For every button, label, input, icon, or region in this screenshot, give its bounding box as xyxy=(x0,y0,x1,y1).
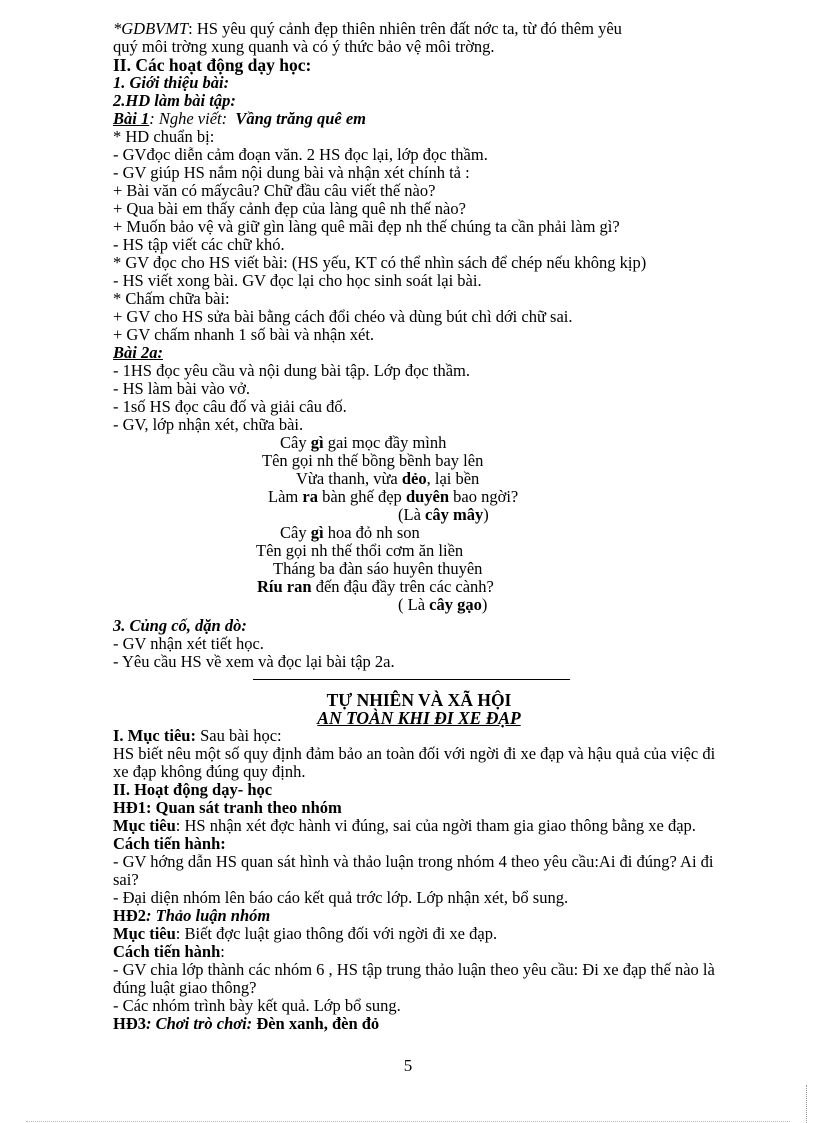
bai2-line: - GV, lớp nhận xét, chữa bài. xyxy=(113,415,304,434)
lesson-title: AN TOÀN KHI ĐI XE ĐẠP xyxy=(317,708,521,728)
hd1-step: - Đại diện nhóm lên báo cáo kết quả trớc lớp. Lớp nhận xét, bổ sung. xyxy=(113,888,569,907)
bai1-line: - GV giúp HS nắm nội dung bài và nhận xét chính tả : xyxy=(113,163,470,182)
hd3-label: HĐ3 xyxy=(113,1014,146,1033)
bai1-line: * GV đọc cho HS viết bài: (HS yếu, KT có thể nhìn sách để chép nếu không kịp) xyxy=(113,253,647,272)
bai1-line: + Bài văn có mấycâu? Chữ đầu câu viết thế nào? xyxy=(113,181,436,200)
hd2-heading xyxy=(113,907,725,925)
riddle2-line2: Tên gọi nh thế thổi cơm ăn liền xyxy=(256,541,464,560)
hd2-objective xyxy=(113,925,725,943)
bai1-steps xyxy=(113,128,725,344)
bai1-line: * HD chuẩn bị: xyxy=(113,127,215,146)
hd1-mt-label: Mục tiêu xyxy=(113,816,176,835)
item-exercises: 2.HD làm bài tập: xyxy=(113,91,236,110)
gdbvmt-line xyxy=(113,20,725,38)
bai1-title: Vầng trăng quê em xyxy=(235,109,367,128)
hd1-step: - GV hớng dẫn HS quan sát hình và thảo luận trong nhóm 4 theo yêu cầu:Ai đi đúng? Ai đi sai? xyxy=(113,852,714,889)
page-number: 5 xyxy=(403,1056,413,1075)
muctieu-heading xyxy=(113,727,725,745)
bai1-mid: : Nghe viết: xyxy=(149,109,228,128)
hd2-method-label: Cách tiến hành: xyxy=(113,942,225,961)
riddle-2 xyxy=(113,524,725,614)
hd2-mt-label: Mục tiêu xyxy=(113,924,176,943)
page-bottom-border xyxy=(26,1121,790,1122)
muctieu-label: I. Mục tiêu: xyxy=(113,726,196,745)
item-introduction: 1. Giới thiệu bài: xyxy=(113,73,230,92)
bai1-line: - GVđọc diễn cảm đoạn văn. 2 HS đọc lại, lớp đọc thầm. xyxy=(113,145,488,164)
hd3-mid: : Chơi trò chơi: xyxy=(146,1014,253,1033)
section-divider xyxy=(253,679,570,680)
bai1-line: - HS viết xong bài. GV đọc lại cho học sinh soát lại bài. xyxy=(113,271,482,290)
cungco-title: 3. Củng cố, dặn dò: xyxy=(113,616,247,635)
bai1-label: Bài 1 xyxy=(113,109,150,128)
riddle1-line2: Tên gọi nh thế bồng bềnh bay lên xyxy=(262,451,484,470)
bai2-line: - 1số HS đọc câu đố và giải câu đố. xyxy=(113,397,347,416)
page-corner-border xyxy=(806,1085,807,1123)
hd2-step: - Các nhóm trình bày kết quả. Lớp bổ sung. xyxy=(113,996,401,1015)
riddle2-line4: Ríu ran đến đậu đầy trên các cành? xyxy=(257,577,494,596)
bai1-line: * Chấm chữa bài: xyxy=(113,289,230,308)
hd1-mt-text: : HS nhận xét đợc hành vi đúng, sai của ngời tham gia giao thông bằng xe đạp. xyxy=(175,816,696,835)
gdbvmt-continuation: quý môi trờng xung quanh và có ý thức bảo vệ môi trờng. xyxy=(113,37,495,56)
section-title-activities: II. Các hoạt động dạy học: xyxy=(113,55,312,75)
riddle1-line3: Vừa thanh, vừa dẻo, lại bền xyxy=(296,469,480,488)
bai2-line: - 1HS đọc yêu cầu và nội dung bài tập. Lớp đọc thầm. xyxy=(113,361,470,380)
riddle1-line1: Cây gì gai mọc đầy mình xyxy=(280,433,447,452)
riddle1-line4: Làm ra bàn ghế đẹp duyên bao ngời? xyxy=(268,487,519,506)
hd1-title: HĐ1: Quan sát tranh theo nhóm xyxy=(113,798,342,817)
muctieu-body: HS biết nêu một số quy định đảm bảo an toàn đối với ngời đi xe đạp và hậu quả của việc đi xe đạp không đúng quy định. xyxy=(113,744,716,781)
bai1-line: + GV chấm nhanh 1 số bài và nhận xét. xyxy=(113,325,375,344)
hd2-step: - GV chia lớp thành các nhóm 6 , HS tập trung thảo luận theo yêu cầu: Đi xe đạp thế nào là đúng luật giao thông? xyxy=(113,960,715,997)
bai2-line: - HS làm bài vào vở. xyxy=(113,379,251,398)
bai1-line: + GV cho HS sửa bài bằng cách đổi chéo và dùng bút chì dới chữ sai. xyxy=(113,307,573,326)
hd3-title: Đèn xanh, đèn đỏ xyxy=(252,1014,380,1033)
riddle2-line3: Tháng ba đàn sáo huyên thuyên xyxy=(273,559,483,578)
cungco-line: - Yêu cầu HS về xem và đọc lại bài tập 2a. xyxy=(113,652,395,671)
lesson-subject: TỰ NHIÊN VÀ XÃ HỘI xyxy=(326,690,512,710)
bai1-line: - HS tập viết các chữ khó. xyxy=(113,235,285,254)
riddle1-answer: (Là cây mây) xyxy=(398,505,489,524)
gdbvmt-text: : HS yêu quý cảnh đẹp thiên nhiên trên đất nớc ta, từ đó thêm yêu xyxy=(188,19,622,38)
hd1-method-label: Cách tiến hành: xyxy=(113,834,226,853)
hd2-label: HĐ2 xyxy=(113,906,146,925)
cungco-line: - GV nhận xét tiết học. xyxy=(113,634,264,653)
riddle2-line1: Cây gì hoa đỏ nh son xyxy=(280,523,420,542)
hd2-mt-text: : Biết đợc luật giao thông đối với ngời đi xe đạp. xyxy=(175,924,498,943)
muctieu-text: Sau bài học: xyxy=(195,726,282,745)
bai1-line: + Qua bài em thấy cảnh đẹp của làng quê nh thế nào? xyxy=(113,199,466,218)
hd1-objective xyxy=(113,817,725,835)
gdbvmt-label: *GDBVMT xyxy=(113,19,189,38)
bai2-label: Bài 2a: xyxy=(113,343,163,362)
riddle2-answer: ( Là cây gạo) xyxy=(398,595,488,614)
document-page xyxy=(113,20,725,1033)
hd2-title: : Thảo luận nhóm xyxy=(146,906,271,925)
bai2-steps xyxy=(113,362,725,434)
hd3-heading xyxy=(113,1015,725,1033)
hd-title: II. Hoạt động dạy- học xyxy=(113,780,273,799)
riddle-1 xyxy=(113,434,725,524)
bai1-heading xyxy=(113,110,725,128)
bai1-line: + Muốn bảo vệ và giữ gìn làng quê mãi đẹp nh thế chúng ta cần phải làm gì? xyxy=(113,217,620,236)
